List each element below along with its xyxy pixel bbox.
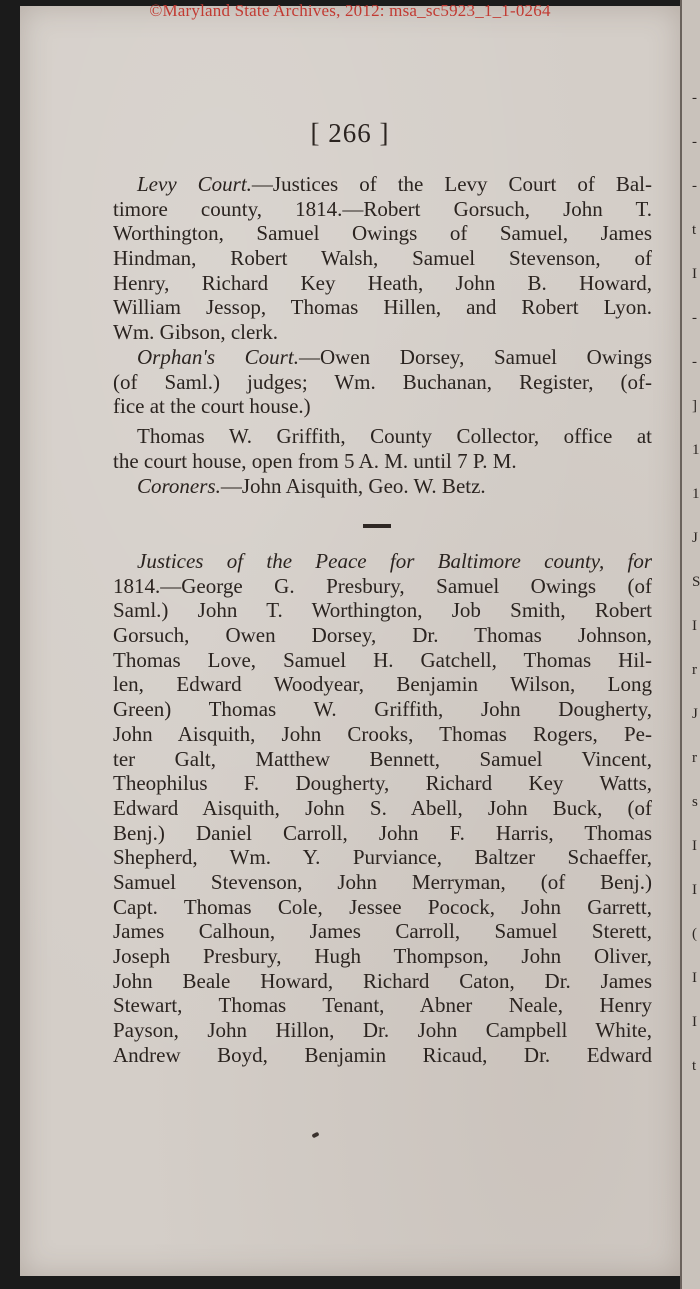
text-line: John Beale Howard, Richard Caton, Dr. James [113, 968, 652, 993]
margin-char: s [692, 794, 698, 810]
margin-char: ( [692, 926, 697, 942]
text-line: Coroners.—John Aisquith, Geo. W. Betz. [137, 474, 486, 498]
coroners-label: Coroners. [137, 474, 221, 498]
margin-char: 1 [692, 442, 700, 458]
margin-char: I [692, 970, 697, 986]
margin-char: - [692, 354, 697, 370]
text-line: Samuel Stevenson, John Merryman, (of Benj.) [113, 869, 652, 894]
text-line: Hindman, Robert Walsh, Samuel Stevenson, of [113, 246, 652, 271]
levy-court-paragraph [113, 172, 652, 345]
text-line: Theophilus F. Dougherty, Richard Key Watts, [113, 771, 652, 796]
text-line: fice at the court house.) [113, 394, 311, 419]
text-line: Worthington, Samuel Owings of Samuel, James [113, 221, 652, 246]
section-divider [363, 524, 391, 528]
margin-char: - [692, 178, 697, 194]
margin-char: r [692, 750, 697, 766]
justices-paragraph [113, 549, 652, 1067]
text-line: (of Saml.) judges; Wm. Buchanan, Register, (of- [113, 369, 652, 394]
text-line: 1814.—George G. Presbury, Samuel Owings (of [113, 573, 652, 598]
text-line: Stewart, Thomas Tenant, Abner Neale, Henry [113, 993, 652, 1018]
text-line: ter Galt, Matthew Bennett, Samuel Vincent, [113, 746, 652, 771]
text-line: Orphan's Court.—Owen Dorsey, Samuel Owings [137, 345, 652, 369]
page-number: [ 266 ] [310, 118, 390, 148]
margin-char: - [692, 310, 697, 326]
archive-watermark: ©Maryland State Archives, 2012: msa_sc5923_1_1-0264 [149, 1, 551, 20]
margin-char: S [692, 574, 700, 590]
text-line: Andrew Boyd, Benjamin Ricaud, Dr. Edward [113, 1042, 652, 1067]
margin-char: t [692, 1058, 697, 1074]
text-line: Green) Thomas W. Griffith, John Dougherty, [113, 697, 652, 722]
text-line: Thomas W. Griffith, County Collector, office at [137, 424, 652, 448]
margin-char: t [692, 222, 697, 238]
text-line: James Calhoun, James Carroll, Samuel Sterett, [113, 919, 652, 944]
text-line: timore county, 1814.—Robert Gorsuch, John T. [113, 196, 652, 221]
text-line: Levy Court.—Justices of the Levy Court of Bal- [137, 172, 652, 196]
text-line: Payson, John Hillon, Dr. John Campbell White, [113, 1018, 652, 1043]
text-line: Joseph Presbury, Hugh Thompson, John Oliver, [113, 944, 652, 968]
margin-char: ] [692, 398, 697, 414]
margin-char: I [692, 266, 697, 282]
text-line: Edward Aisquith, John S. Abell, John Buck, (of [113, 795, 652, 820]
margin-char: r [692, 662, 697, 678]
justices-label: Justices of the Peace for Baltimore county, for [137, 549, 652, 573]
text-line: Thomas Love, Samuel H. Gatchell, Thomas Hil- [113, 647, 652, 672]
orphans-court-label: Orphan's Court. [137, 345, 299, 369]
county-collector-paragraph [113, 424, 652, 473]
margin-char: I [692, 1014, 697, 1030]
orphans-court-paragraph [113, 345, 652, 419]
margin-char: 1 [692, 486, 700, 502]
text-line: William Jessop, Thomas Hillen, and Robert Lyon. [113, 295, 652, 320]
text-line: Benj.) Daniel Carroll, John F. Harris, Thomas [113, 820, 652, 845]
margin-char: - [692, 134, 697, 150]
levy-court-label: Levy Court. [137, 172, 252, 196]
margin-char: J [692, 530, 698, 546]
text-line: len, Edward Woodyear, Benjamin Wilson, Long [113, 672, 652, 697]
adjacent-page-edge [680, 0, 700, 1289]
margin-char: I [692, 838, 697, 854]
text-line: Gorsuch, Owen Dorsey, Dr. Thomas Johnson, [113, 623, 652, 648]
margin-char: J [692, 706, 698, 722]
text-line: Capt. Thomas Cole, Jessee Pocock, John Garrett, [113, 894, 652, 919]
text-line: John Aisquith, John Crooks, Thomas Rogers, Pe- [113, 721, 652, 746]
margin-char: - [692, 90, 697, 106]
coroners-paragraph [113, 474, 652, 499]
text-line: the court house, open from 5 A. M. until 7 P. M. [113, 448, 517, 473]
text-line: Shepherd, Wm. Y. Purviance, Baltzer Schaeffer, [113, 845, 652, 870]
text-line: Wm. Gibson, clerk. [113, 320, 279, 345]
text-line: Henry, Richard Key Heath, John B. Howard, [113, 270, 652, 295]
text-line: Saml.) John T. Worthington, Job Smith, Robert [113, 598, 652, 623]
margin-char: I [692, 882, 697, 898]
margin-char: I [692, 618, 697, 634]
